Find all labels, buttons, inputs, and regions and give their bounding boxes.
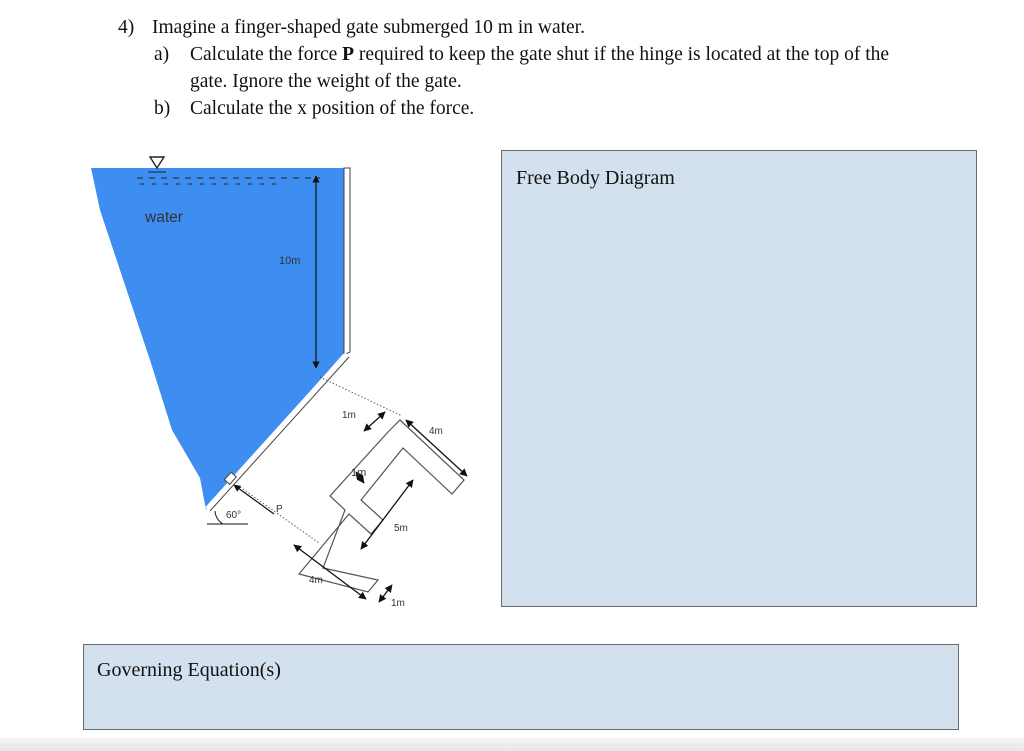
top-1m-label: 1m — [342, 410, 356, 421]
free-surface-symbol — [150, 157, 164, 168]
force-p-label: P — [276, 504, 283, 515]
page-bottom-edge — [0, 738, 1024, 751]
vertical-wall — [344, 168, 350, 355]
governing-equations-title: Governing Equation(s) — [97, 659, 281, 681]
free-body-diagram-box[interactable] — [501, 150, 977, 607]
inner-1m-label: 1m — [351, 467, 367, 479]
finger-gate-outline — [299, 420, 464, 592]
part-a-text-after: required to keep the gate shut if the hinge is located at the top of the — [354, 44, 890, 65]
part-a-text-before: Calculate the force — [190, 44, 343, 65]
part-a-continuation: gate. Ignore the weight of the gate. — [190, 71, 462, 92]
top-width-1m-arrow — [364, 412, 385, 431]
bottom-1m-label: 1m — [391, 598, 405, 609]
part-b-label: b) — [154, 98, 171, 119]
extension-line-top — [320, 377, 402, 416]
part-a-force-symbol: P — [342, 44, 355, 65]
angle-label: 60° — [226, 510, 242, 521]
problem-text: Imagine a finger-shaped gate submerged 10 m in water. — [152, 17, 585, 38]
water-region — [91, 168, 344, 510]
stem-5m-label: 5m — [394, 523, 408, 534]
part-b-text: Calculate the x position of the force. — [190, 98, 475, 119]
angle-arc — [215, 511, 223, 524]
depth-label: 10m — [279, 255, 301, 267]
gate-diagram — [0, 0, 500, 640]
free-body-diagram-title: Free Body Diagram — [516, 167, 675, 189]
top-4m-label: 4m — [429, 426, 443, 437]
water-label: water — [145, 209, 183, 226]
bottom-4m-label: 4m — [309, 575, 323, 586]
governing-equations-box[interactable] — [83, 644, 959, 730]
extension-line-bottom — [240, 487, 319, 543]
part-a-label: a) — [154, 44, 170, 65]
problem-number: 4) — [118, 17, 135, 38]
